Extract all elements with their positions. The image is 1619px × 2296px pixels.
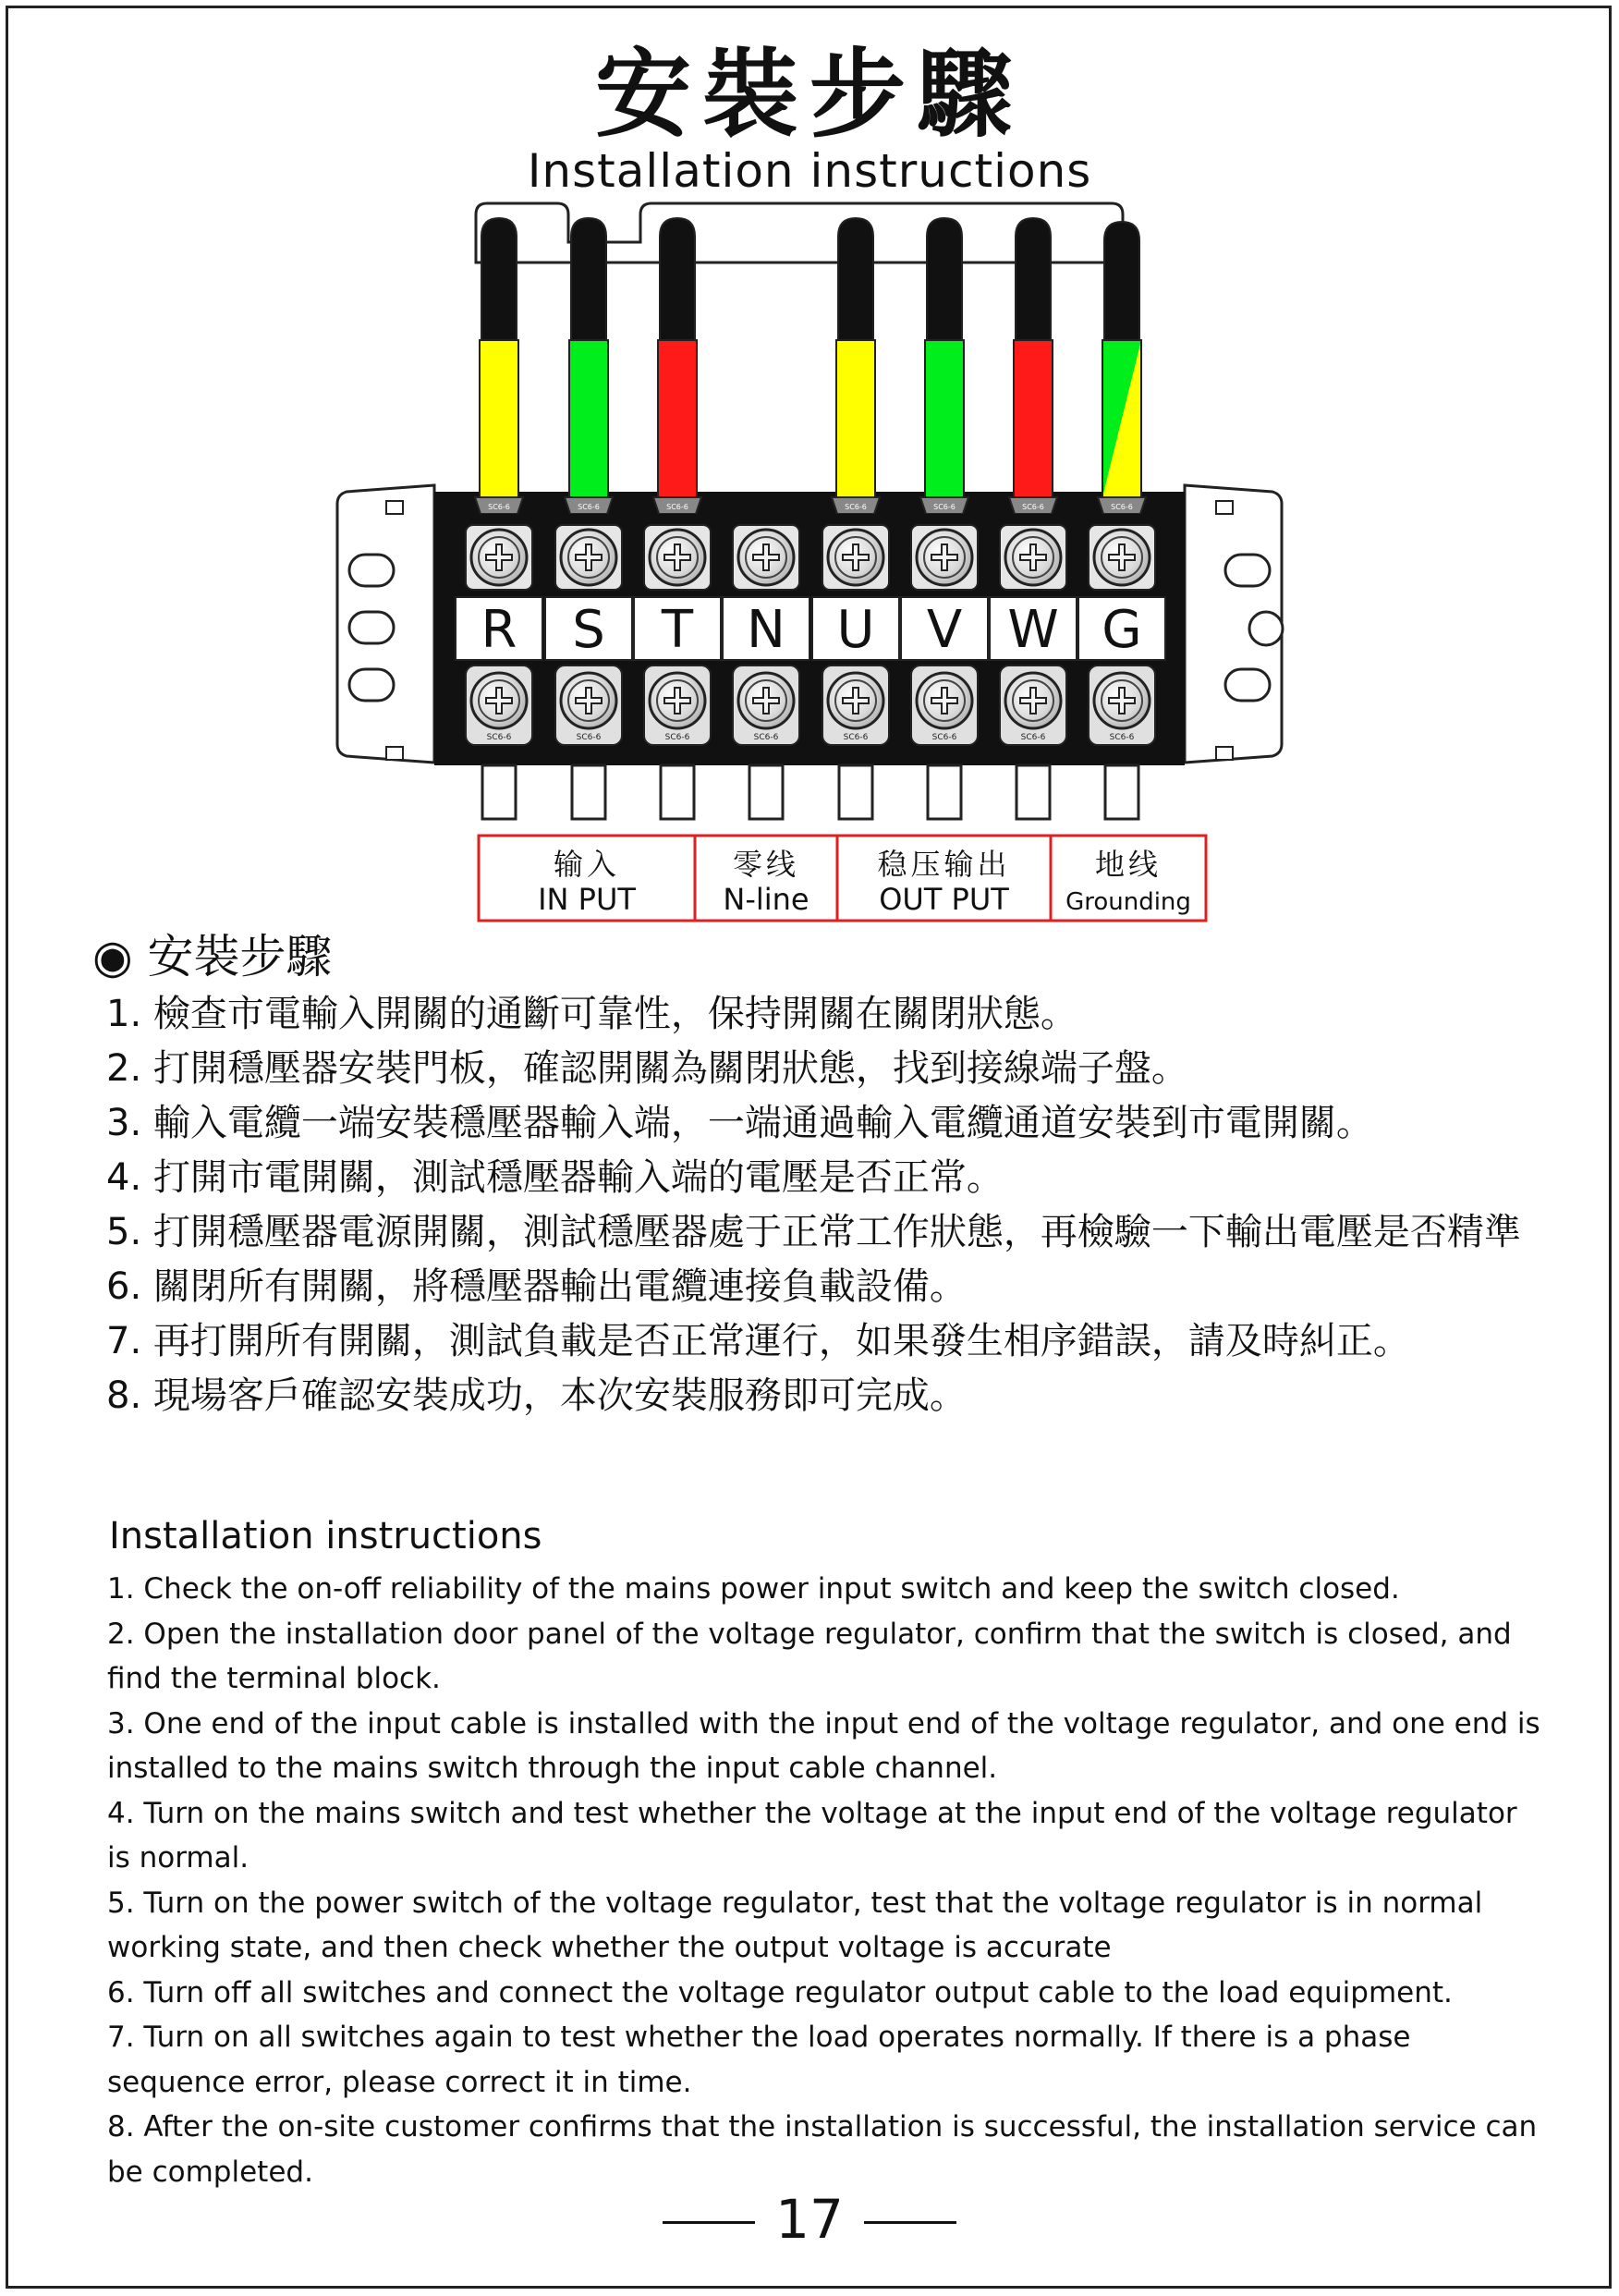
svg-text:SC6-6: SC6-6	[933, 503, 956, 511]
page-number-dash-right	[864, 2221, 956, 2224]
terminal-wiring-diagram	[0, 0, 1619, 934]
cn-step-4: 4. 打開市電開關，測試穩壓器輸入端的電壓是否正常。	[106, 1156, 1004, 1199]
svg-text:SC6-6: SC6-6	[578, 503, 600, 511]
cn-step-5: 5. 打開穩壓器電源開關，測試穩壓器處于正常工作狀態，再檢驗一下輸出電壓是否精準	[106, 1211, 1521, 1253]
svg-text:SC6-6: SC6-6	[666, 503, 688, 511]
cn-step-6: 6. 關閉所有開關，將穩壓器輸出電纜連接負載設備。	[106, 1265, 967, 1308]
svg-text:SC6-6: SC6-6	[843, 733, 869, 742]
wire-R	[475, 218, 523, 514]
en-step-2: 2. Open the installation door panel of the voltage regulator, confirm that the switch is closed, and find the terminal block.	[107, 1617, 1512, 1695]
page-number-dash-left	[663, 2221, 755, 2224]
en-step-7: 7. Turn on all switches again to test whether the load operates normally. If there is a phase sequence error, please correct it in time.	[107, 2021, 1411, 2099]
terminal-N	[723, 514, 810, 819]
group-en-1: N-line	[723, 882, 810, 917]
svg-text:SC6-6: SC6-6	[753, 733, 779, 742]
en-heading: Installation instructions	[109, 1515, 542, 1557]
terminal-V	[901, 514, 988, 819]
svg-text:SC6-6: SC6-6	[486, 733, 512, 742]
terminal-R	[456, 514, 542, 819]
wire-V	[920, 218, 968, 514]
wire-U	[832, 218, 880, 514]
page-subtitle: Installation instructions	[527, 144, 1092, 198]
right-bracket	[1185, 485, 1283, 763]
en-step-6: 6. Turn off all switches and connect the voltage regulator output cable to the load equipment.	[107, 1975, 1453, 2009]
svg-text:SC6-6: SC6-6	[488, 503, 510, 511]
terminal-W	[990, 514, 1077, 819]
svg-text:SC6-6: SC6-6	[845, 503, 867, 511]
terminal-label-G: G	[1102, 600, 1142, 660]
terminal-label-N: N	[747, 600, 785, 660]
page-title: 安裝步驟	[594, 38, 1024, 151]
en-step-3: 3. One end of the input cable is installed with the input end of the voltage regulator, and one end is installed to the mains switch through the input cable channel.	[107, 1706, 1540, 1785]
en-step-8: 8. After the on-site customer confirms that the installation is successful, the installation service can be completed.	[107, 2110, 1538, 2189]
cn-step-list	[106, 987, 1566, 1423]
terminal-U	[812, 514, 899, 819]
terminal-group-labels	[479, 836, 1206, 921]
terminal-label-S: S	[572, 600, 605, 660]
group-cn-2: 稳压输出	[877, 847, 1011, 882]
cn-step-1: 1. 檢查市電輸入開關的通斷可靠性，保持開關在關閉狀態。	[106, 993, 1077, 1035]
group-cn-0: 输入	[553, 847, 621, 882]
cn-step-7: 7. 再打開所有開關，測試負載是否正常運行，如果發生相序錯誤，請及時糾正。	[106, 1320, 1410, 1362]
svg-text:SC6-6: SC6-6	[1020, 733, 1046, 742]
cn-step-2: 2. 打開穩壓器安裝門板，確認開關為關閉狀態，找到接線端子盤。	[106, 1047, 1188, 1090]
group-cn-3: 地线	[1094, 847, 1163, 882]
terminal-G	[1078, 514, 1165, 819]
en-step-list	[107, 1567, 1549, 2194]
wire-S	[565, 218, 613, 514]
group-en-3: Grounding	[1065, 888, 1191, 916]
terminal-S	[545, 514, 632, 819]
terminal-label-R: R	[481, 600, 517, 660]
left-bracket	[337, 485, 434, 763]
en-step-4: 4. Turn on the mains switch and test whether the voltage at the input end of the voltage regulator is normal.	[107, 1796, 1517, 1875]
terminal-T	[634, 514, 721, 819]
terminal-label-T: T	[661, 600, 694, 660]
svg-text:SC6-6: SC6-6	[576, 733, 602, 742]
group-en-0: IN PUT	[538, 882, 636, 917]
group-en-2: OUT PUT	[879, 882, 1009, 917]
en-step-1: 1. Check the on-off reliability of the mains power input switch and keep the switch closed.	[107, 1572, 1400, 1606]
svg-text:SC6-6: SC6-6	[1109, 733, 1135, 742]
page-number	[0, 2188, 1619, 2251]
cn-step-3: 3. 輸入電纜一端安裝穩壓器輸入端，一端通過輸入電纜通道安裝到市電開關。	[106, 1102, 1373, 1144]
svg-text:SC6-6: SC6-6	[1022, 503, 1044, 511]
group-cn-1: 零线	[732, 847, 800, 882]
page-number-value: 17	[775, 2188, 844, 2251]
terminal-label-U: U	[836, 600, 875, 660]
en-step-5: 5. Turn on the power switch of the voltage regulator, test that the voltage regulator is in normal working state, and then check whether the output voltage is accurate	[107, 1886, 1483, 1964]
svg-text:SC6-6: SC6-6	[1111, 503, 1133, 511]
cn-step-8: 8. 現場客戶確認安裝成功，本次安裝服務即可完成。	[106, 1374, 967, 1417]
svg-text:SC6-6: SC6-6	[664, 733, 690, 742]
terminal-label-V: V	[926, 600, 963, 660]
wire-T	[653, 218, 701, 514]
wire-W	[1009, 218, 1057, 514]
section-heading: ◉ 安裝步驟	[92, 930, 333, 983]
svg-text:SC6-6: SC6-6	[931, 733, 957, 742]
terminal-label-W: W	[1007, 600, 1059, 660]
wire-G	[1098, 222, 1146, 514]
